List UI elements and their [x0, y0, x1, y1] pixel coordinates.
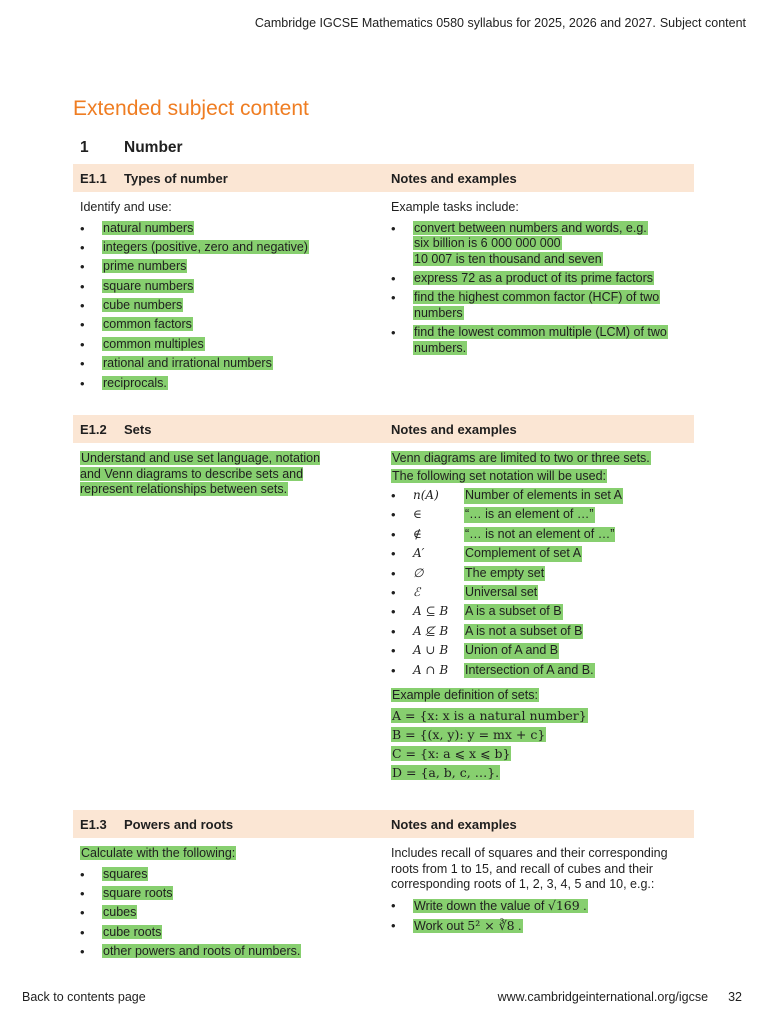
footer-right [498, 990, 742, 1004]
notation-item: • ∉ “… is not an element of …” [391, 527, 694, 543]
notes-line: The following set notation will be used: [392, 468, 607, 483]
list-item: • square roots [80, 886, 391, 902]
page-number: 32 [728, 990, 742, 1004]
definitions-heading: Example definition of sets: [392, 688, 538, 703]
topic-number: 1 [80, 139, 89, 156]
list-item: • find the highest common factor (HCF) of two numbers [391, 290, 694, 321]
footer-url-link[interactable]: www.cambridgeinternational.org/igcse [497, 990, 709, 1004]
section-heading: Sets [124, 421, 152, 437]
set-definition: C = {x: a ⩽ x ⩽ b} [392, 745, 511, 761]
section-e1-3 [73, 810, 694, 963]
section-heading: Types of number [124, 170, 228, 186]
bullet-list [80, 867, 391, 960]
section-heading: Powers and roots [124, 816, 234, 832]
back-to-contents-link[interactable]: Back to contents page [22, 990, 146, 1004]
section-bar [73, 415, 694, 443]
section-code: E1.2 [80, 421, 107, 437]
section-code: E1.1 [80, 170, 107, 186]
section-bar [73, 164, 694, 192]
notation-item: • A ⊆ B A is a subset of B [391, 604, 694, 620]
notation-item: • n(A) Number of elements in set A [391, 488, 694, 504]
section-description: Understand and use set language, notation and Venn diagrams to describe sets and represent relationships between sets. [80, 451, 321, 496]
list-item: • find the lowest common multiple (LCM) of two numbers. [391, 325, 694, 356]
list-item: • express 72 as a product of its prime factors [391, 271, 694, 287]
list-item: • square numbers [80, 279, 391, 295]
list-item: • common multiples [80, 337, 391, 353]
intro-text: Calculate with the following: [81, 846, 236, 860]
section-title: Extended subject content [73, 97, 309, 120]
notation-item: • A ∩ B Intersection of A and B. [391, 663, 694, 679]
header-subtitle: Subject content [659, 16, 746, 30]
notation-item: • ∅ The empty set [391, 566, 694, 582]
list-item: • Work out 5² × ∛8 . [391, 918, 694, 935]
section-code: E1.3 [80, 816, 107, 832]
notes-heading: Notes and examples [391, 170, 517, 186]
list-item: • cubes [80, 905, 391, 921]
notes-list [391, 221, 694, 357]
notation-item: • ∈ “… is an element of …” [391, 507, 694, 523]
bullet-list [80, 221, 391, 392]
notation-item: • ℰ Universal set [391, 585, 694, 601]
list-item: • convert between numbers and words, e.g. six billion is 6 000 000 000 10 007 is ten thousand and seven [391, 221, 694, 268]
set-definitions [391, 688, 694, 782]
notation-item: • A′ Complement of set A [391, 546, 694, 562]
section-bar [73, 810, 694, 838]
notation-item: • A ∪ B Union of A and B [391, 643, 694, 659]
header-title: Cambridge IGCSE Mathematics 0580 syllabus for 2025, 2026 and 2027. [254, 16, 656, 30]
topic-name: Number [124, 139, 183, 156]
list-item: • cube numbers [80, 298, 391, 314]
list-item: • common factors [80, 317, 391, 333]
notes-line: Venn diagrams are limited to two or three sets. [392, 451, 650, 465]
set-definition: A = {x: x is a natural number} [392, 707, 587, 723]
list-item: • integers (positive, zero and negative) [80, 240, 391, 256]
set-definition: D = {a, b, c, …}. [392, 764, 500, 780]
list-item: • squares [80, 867, 391, 883]
list-item: • natural numbers [80, 221, 391, 237]
notation-list [391, 488, 694, 678]
notation-item: • A ⊈ B A is not a subset of B [391, 624, 694, 640]
notes-list [391, 898, 694, 935]
notes-heading: Notes and examples [391, 816, 517, 832]
set-definition: B = {(x, y): y = mx + c} [392, 726, 546, 742]
section-e1-2 [73, 415, 694, 782]
list-item: • Write down the value of √169 . [391, 898, 694, 915]
list-item: • reciprocals. [80, 376, 391, 392]
notes-intro: Example tasks include: [391, 200, 519, 214]
topic-heading [80, 139, 183, 157]
intro-text: Identify and use: [80, 200, 172, 214]
section-e1-1 [73, 164, 694, 395]
list-item: • cube roots [80, 925, 391, 941]
notes-paragraph: Includes recall of squares and their corresponding roots from 1 to 15, and recall of cubes and their corresponding roots of 1, 2, 3, 4, 5 and 10, e.g.: [391, 846, 668, 891]
running-header [255, 16, 746, 30]
notes-heading: Notes and examples [391, 421, 517, 437]
list-item: • prime numbers [80, 259, 391, 275]
list-item: • other powers and roots of numbers. [80, 944, 391, 960]
list-item: • rational and irrational numbers [80, 356, 391, 372]
